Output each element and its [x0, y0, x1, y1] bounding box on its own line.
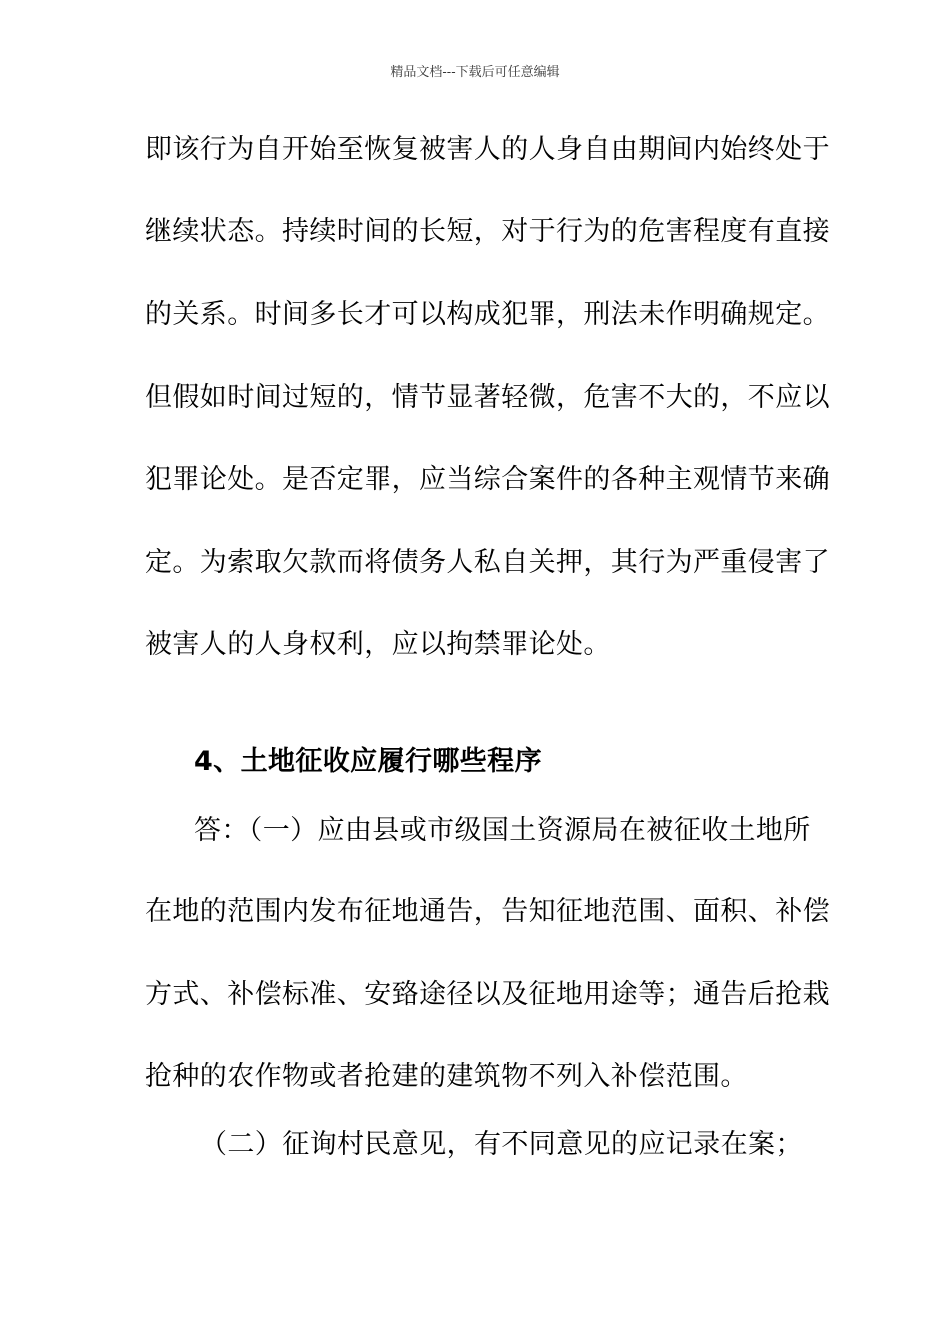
text-line: 在地的范围内发布征地通告，告知征地范围、面积、补偿 [145, 896, 830, 927]
text-line: （二）征询村民意见，有不同意见的应记录在案； [200, 1129, 803, 1160]
text-line: 但假如时间过短的，情节显著轻微，危害不大的，不应以 [145, 382, 830, 413]
text-line: 即该行为自开始至恢复被害人的人身自由期间内始终处于 [145, 134, 830, 165]
text-line: 犯罪论处。是否定罪，应当综合案件的各种主观情节来确 [145, 464, 830, 495]
text-line: 继续状态。持续时间的长短，对于行为的危害程度有直接 [145, 216, 830, 247]
text-line: 的关系。时间多长才可以构成犯罪，刑法未作明确规定。 [145, 299, 830, 330]
text-line: 被害人的人身权利，应以拘禁罪论处。 [145, 629, 611, 660]
page-header: 精品文档---下载后可任意编辑 [390, 65, 560, 80]
text-line: 定。为索取欠款而将债务人私自关押，其行为严重侵害了 [145, 547, 830, 578]
text-line: 答：（一）应由县或市级国土资源局在被征收土地所 [194, 815, 811, 846]
section-heading: 4、土地征收应履行哪些程序 [194, 746, 542, 777]
text-line: 抢种的农作物或者抢建的建筑物不列入补偿范围。 [145, 1061, 748, 1092]
text-line: 方式、补偿标准、安臵途径以及征地用途等；通告后抢栽 [145, 979, 830, 1010]
